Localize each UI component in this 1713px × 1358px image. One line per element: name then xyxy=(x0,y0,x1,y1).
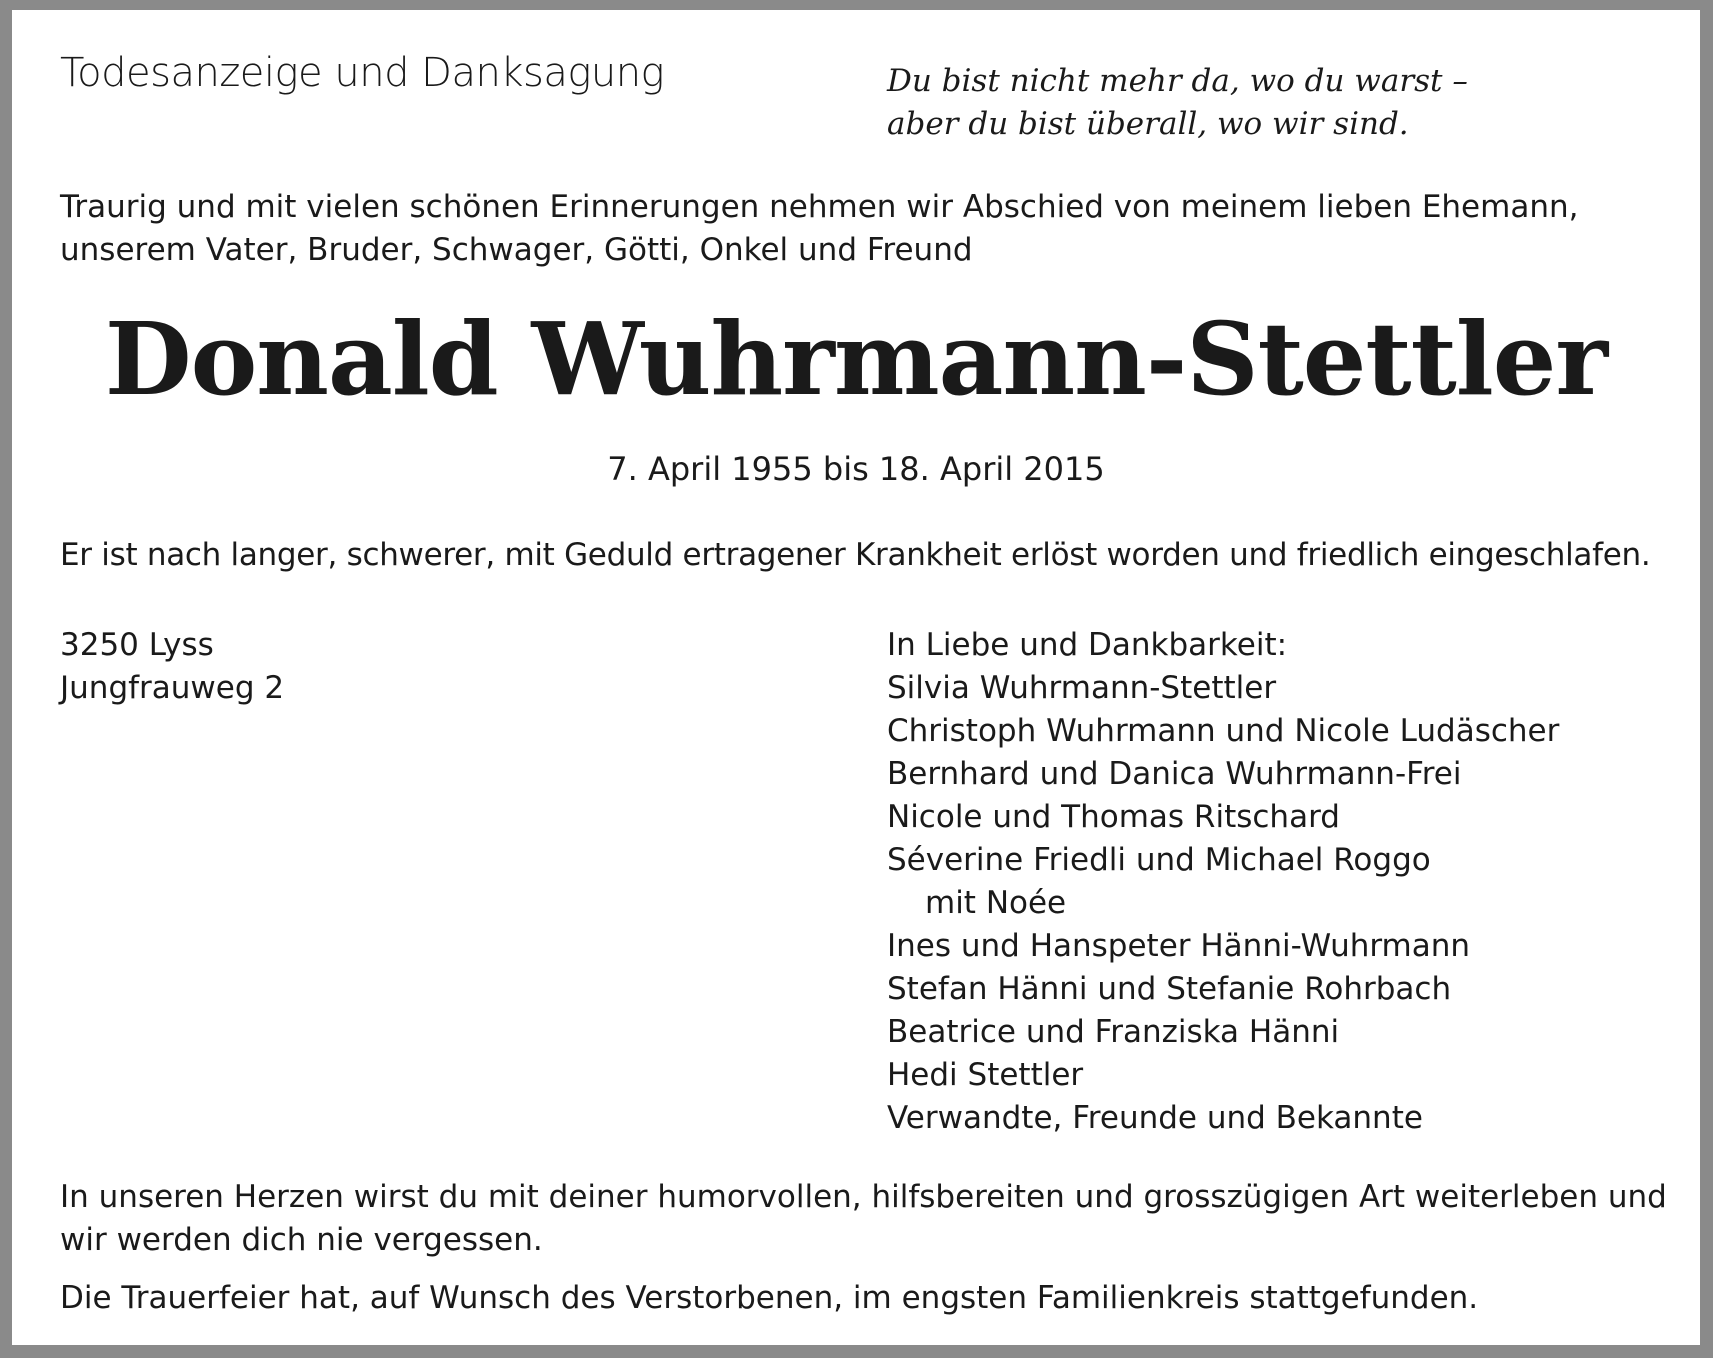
mourner-item: Séverine Friedli und Michael Roggo xyxy=(887,842,1431,878)
mourner-item: Beatrice und Franziska Hänni xyxy=(887,1014,1340,1050)
illness-text: Er ist nach langer, schwerer, mit Geduld ertragener Krankheit erlöst worden und friedlich eingeschlafen. xyxy=(60,537,1651,573)
address-line: Jungfrauweg 2 xyxy=(60,670,285,706)
mourner-item: Bernhard und Danica Wuhrmann-Frei xyxy=(887,756,1462,792)
mourner-item: Silvia Wuhrmann-Stettler xyxy=(887,670,1277,706)
verse-line-2: aber du bist überall, wo wir sind. xyxy=(887,106,1409,142)
mourner-item: Ines und Hanspeter Hänni-Wuhrmann xyxy=(887,928,1471,964)
obituary-page xyxy=(12,10,1700,1345)
intro-text: Traurig und mit vielen schönen Erinnerungen nehmen wir Abschied von meinem lieben Ehemann, unserem Vater, Bruder, Schwager, Götti, Onkel und Freund xyxy=(60,189,1579,268)
verse-line-1: Du bist nicht mehr da, wo du warst – xyxy=(887,63,1468,99)
deceased-name: Donald Wuhrmann-Stettler xyxy=(104,300,1608,418)
mourner-item: Christoph Wuhrmann und Nicole Ludäscher xyxy=(887,713,1560,749)
ceremony-text: Die Trauerfeier hat, auf Wunsch des Verstorbenen, im engsten Familienkreis stattgefunden. xyxy=(60,1280,1479,1316)
life-dates: 7. April 1955 bis 18. April 2015 xyxy=(607,450,1105,488)
mourners-list xyxy=(887,624,1559,1140)
closing-text: In unseren Herzen wirst du mit deiner humorvollen, hilfsbereiten und grosszügigen Art weiterleben und wir werden dich nie vergessen. xyxy=(60,1179,1667,1258)
mourner-item: Verwandte, Freunde und Bekannte xyxy=(887,1100,1423,1136)
mourner-item: Nicole und Thomas Ritschard xyxy=(887,799,1340,835)
mourners-heading: In Liebe und Dankbarkeit: xyxy=(887,627,1288,663)
verse-quote xyxy=(887,60,1468,146)
address-line: 3250 Lyss xyxy=(60,627,214,663)
address-block xyxy=(60,624,284,710)
mourner-item: Hedi Stettler xyxy=(887,1057,1084,1093)
mourner-item: Stefan Hänni und Stefanie Rohrbach xyxy=(887,971,1452,1007)
mourner-item: mit Noée xyxy=(925,885,1067,921)
notice-heading: Todesanzeige und Danksagung xyxy=(60,50,665,96)
